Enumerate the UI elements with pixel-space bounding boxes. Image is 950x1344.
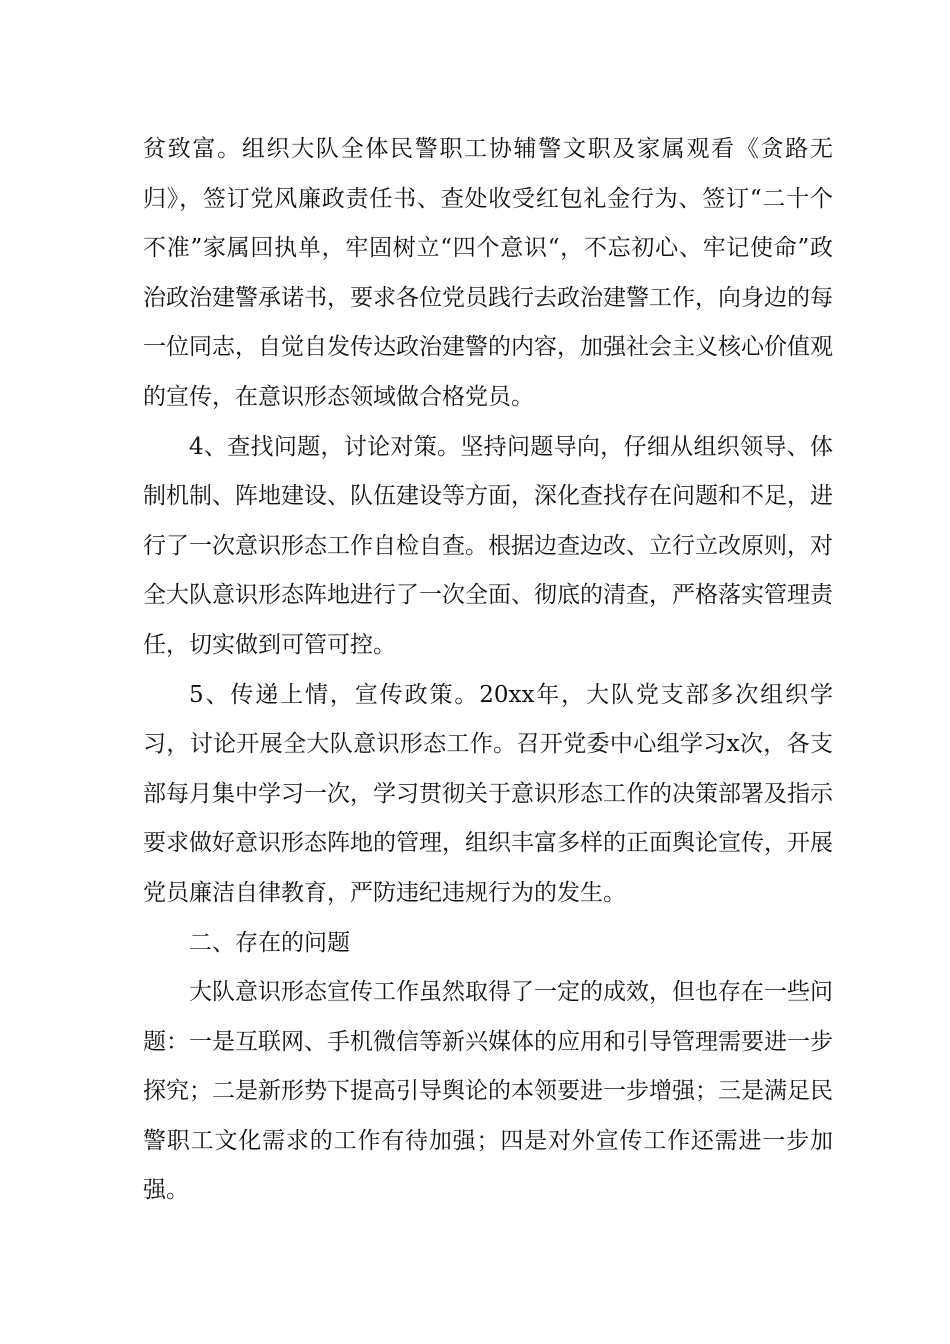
paragraph-item-4: 4、查找问题，讨论对策。坚持问题导向，仔细从组织领导、体制机制、阵地建设、队伍建设等方面，深化查找存在问题和不足，进行了一次意识形态工作自检自查。根据边查边改、立行立改原则，对全大队意识形态阵地进行了一次全面、彻底的清查，严格落实管理责任，切实做到可管可控。 [143, 433, 833, 658]
section-heading-problems: 二、存在的问题 [189, 929, 350, 956]
document-body [143, 125, 833, 1216]
paragraph-continuation: 贫致富。组织大队全体民警职工协辅警文职及家属观看《贪路无归》，签订党风廉政责任书、查处收受红包礼金行为、签订“二十个不准”家属回执单，牢固树立“四个意识“，不忘初心、牢记使命”政治政治建警承诺书，要求各位党员践行去政治建警工作，向身边的每一位同志，自觉自发传达政治建警的内容，加强社会主义核心价值观的宣传，在意识形态领域做合格党员。 [143, 136, 833, 410]
paragraph-item-5: 5、传递上情，宣传政策。20xx年，大队党支部多次组织学习，讨论开展全大队意识形态工作。召开党委中心组学习x次，各支部每月集中学习一次，学习贯彻关于意识形态工作的决策部署及指示要求做好意识形态阵地的管理，组织丰富多样的正面舆论宣传，开展党员廉洁自律教育，严防违纪违规行为的发生。 [143, 681, 833, 906]
paragraph-problems: 大队意识形态宣传工作虽然取得了一定的成效，但也存在一些问题：一是互联网、手机微信等新兴媒体的应用和引导管理需要进一步探究；二是新形势下提高引导舆论的本领要进一步增强；三是满足民警职工文化需求的工作有待加强；四是对外宣传工作还需进一步加强。 [143, 979, 833, 1204]
